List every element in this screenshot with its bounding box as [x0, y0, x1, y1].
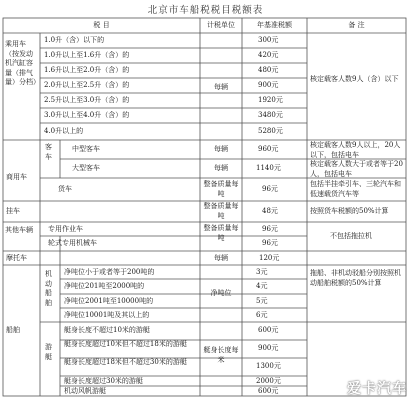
bus-item-2: 大型客车 [72, 164, 100, 172]
passenger-item-6: 3.0升以上至4.0升（含）的 [44, 111, 130, 119]
bus-unit-1: 每辆 [214, 145, 228, 153]
yacht-amount-5: 600元 [258, 387, 279, 395]
motorcycle-unit: 每辆 [214, 254, 228, 262]
passenger-amount-5: 1920元 [258, 96, 283, 104]
passenger-item-2: 1.0升以上至1.6升（含）的 [44, 51, 130, 59]
watermark-logo: 爱卡汽车 [347, 381, 407, 397]
motor-item-2: 净吨位201吨至2000吨的 [64, 282, 145, 290]
motor-amount-2: 4元 [256, 282, 268, 290]
motor-amount-3: 5元 [256, 297, 268, 305]
other-item-2: 轮式专用机械车 [48, 239, 97, 247]
truck-note: 包括半挂牵引车、三轮汽车和低速载货汽车等 [310, 180, 401, 198]
page-title: 北京市车船税税目税额表 [147, 5, 264, 16]
yacht-label: 游艇 [45, 343, 52, 361]
other-unit: 整备质量每吨 [203, 224, 239, 242]
passenger-amount-1: 300元 [258, 36, 279, 44]
truck-amount: 96元 [262, 185, 278, 193]
passenger-item-4: 2.0升以上至2.5升（含）的 [44, 81, 130, 89]
other-amount-2: 96元 [262, 239, 278, 247]
header-note: 备 注 [348, 21, 365, 29]
passenger-label: 乘用车（按发动机汽缸容量（排气量）分档） [5, 40, 40, 86]
motor-item-1: 净吨位小于或者等于200吨的 [64, 268, 155, 276]
bus-unit-2: 每辆 [214, 164, 228, 172]
motor-amount-4: 6元 [256, 311, 268, 319]
passenger-amount-2: 420元 [258, 51, 279, 59]
trailer-unit: 整备质量每吨 [203, 202, 239, 220]
yacht-amount-3: 1300元 [256, 362, 281, 370]
passenger-amount-4: 900元 [258, 81, 279, 89]
header-annual: 年基准税额 [257, 21, 292, 29]
motor-amount-1: 3元 [256, 268, 268, 276]
yacht-amount-2: 900元 [258, 344, 279, 352]
yacht-item-1: 艇身长度不超过10米的游艇 [64, 326, 150, 334]
commercial-label: 商用车 [6, 173, 27, 181]
header-tax-item: 税 目 [93, 21, 110, 29]
trailer-item: 挂车 [6, 207, 20, 215]
bus-note-2: 核定载客人数大于或者等于20人，包括电车 [310, 160, 403, 178]
bus-label: 客车 [45, 143, 52, 161]
motor-vessel-label: 机动船舶 [45, 270, 52, 307]
motor-note: 拖船、非机动驳船分别按照机动船舶税额的50%计算 [310, 269, 401, 287]
yacht-item-5: 机动风帆游艇 [64, 387, 106, 395]
other-note: 不包括拖拉机 [330, 232, 372, 240]
yacht-amount-1: 600元 [258, 326, 279, 334]
motor-unit: 净吨位 [210, 289, 232, 297]
passenger-amount-3: 480元 [258, 66, 279, 74]
passenger-unit: 每辆 [214, 83, 228, 91]
passenger-item-5: 2.5升以上至3.0升（含）的 [44, 96, 130, 104]
motor-item-3: 净吨位2001吨至10000吨的 [64, 297, 154, 305]
motor-item-4: 净吨位10001吨及其以上的 [64, 311, 150, 319]
yacht-item-4: 艇身长度超过30米的游艇 [64, 377, 143, 385]
truck-unit: 整备质量每吨 [203, 180, 239, 198]
passenger-item-7: 4.0升以上的 [44, 127, 84, 135]
yacht-unit: 艇身长度每米 [203, 346, 239, 364]
header-unit: 计税单位 [207, 21, 235, 29]
bus-amount-1: 960元 [258, 145, 279, 153]
bus-item-1: 中型客车 [72, 145, 100, 153]
passenger-amount-7: 5280元 [258, 127, 283, 135]
passenger-item-1: 1.0升（含）以下的 [44, 36, 105, 44]
motorcycle-amount: 120元 [259, 254, 280, 262]
trailer-amount: 48元 [262, 207, 278, 215]
motorcycle-item: 摩托车 [6, 254, 27, 262]
other-amount-1: 96元 [262, 225, 278, 233]
passenger-note: 核定载客人数9人（含）以下 [310, 75, 399, 83]
yacht-item-2: 艇身长度超过10米但不超过18米的游艇 [64, 340, 187, 348]
trailer-note: 按照货车税额的50%计算 [310, 207, 389, 215]
bus-amount-2: 1140元 [256, 164, 281, 172]
other-item-1: 专用作业车 [48, 225, 83, 233]
passenger-amount-6: 3480元 [258, 111, 283, 119]
truck-item: 货车 [58, 185, 72, 193]
vessel-label: 船舶 [6, 326, 20, 334]
other-label: 其他车辆 [5, 226, 33, 234]
passenger-item-3: 1.6升以上至2.0升（含）的 [44, 66, 130, 74]
yacht-item-3: 艇身长度超过18米但不超过30米的游艇 [64, 358, 187, 366]
bus-note-1: 核定载客人数9人以上，20人以下，包括电车 [310, 141, 401, 159]
yacht-amount-4: 2000元 [256, 377, 281, 385]
